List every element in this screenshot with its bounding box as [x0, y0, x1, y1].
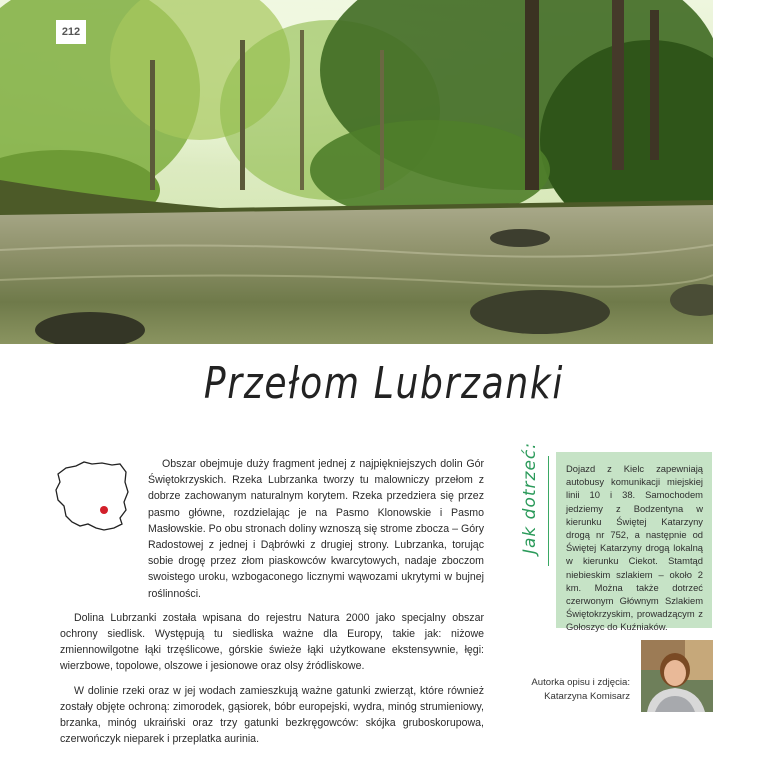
directions-box [556, 452, 712, 633]
page-number: 212 [56, 20, 86, 44]
directions-text: Dojazd z Kielc zapewniają autobusy komunikacji miejskiej linii 10 i 38. Samochodem jedziemy z Bodzentyna w kierunku Świętej Katarzyny drogą nr 752, a następnie od Świętej Katarzyny drogą lokalną w kierunku Ciekot. Stamtąd niebieskim szlakiem – około 2 km. Można także dotrzeć czerwonym Głównym Szlakiem Świętokrzyskim, prowadzącym z Gołoszyc do Kuźniaków. [566, 463, 703, 633]
paragraph-intro: Obszar obejmuje duży fragment jednej z najpiękniejszych dolin Gór Świętokrzyskich. Rzeka Lubrzanka tworzy tu malowniczy przełom z dobrze zachowanym naturalnym korytem. Rzeka przedziera się przez pasmo główne, rozdzielając je na Pasmo Klonowskie i Pasmo Masłowskie. Po obu stronach doliny wznoszą się strome zbocza – Góry Radostowej z jednej i Dąbrówki z drugiej strony. Lubrzanka, torując sobie drogę przez złom piaskowców kwarcytowych, nadaje zboczom swoistego uroku, wzbogaconego licznymi wąwozami ukrytymi w bujnej roślinności. [148, 458, 484, 600]
author-name: Katarzyna Komisarz [544, 691, 630, 702]
page-title: Przełom Lubrzanki [203, 358, 565, 409]
sidebar-divider [548, 456, 549, 566]
paragraph-fauna: W dolinie rzeki oraz w jej wodach zamieszkują ważne gatunki zwierząt, które również zostały objęte ochroną: zimorodek, gąsiorek, bóbr europejski, wydra, minóg strumieniowy, brzanka, minóg ukraiński oraz trzy gatunki bezkręgowców: skójka gruboskorupowa, czerwończyk nieparek i przeplatka aurinia. [60, 684, 484, 746]
river-forest-photo [0, 0, 713, 344]
author-portrait [641, 640, 713, 712]
paragraph-natura: Dolina Lubrzanki została wpisana do rejestru Natura 2000 jako specjalny obszar ochrony siedlisk. Występują tu siedliska ważne dla Europy, takie jak: niżowe zmiennowilgotne łąki trzęślicowe, górskie świeże łąki użytkowane ekstensywnie, łęgi: wierzbowe, topolowe, olszowe i jesionowe oraz olsy źródliskowe. [60, 611, 484, 673]
article-body [60, 456, 484, 755]
author-caption-label: Autorka opisu i zdjęcia: [531, 677, 630, 688]
sidebar-heading [520, 442, 560, 564]
sidebar-heading-text: Jak dotrzeć: [520, 442, 540, 554]
author-caption [520, 676, 630, 704]
